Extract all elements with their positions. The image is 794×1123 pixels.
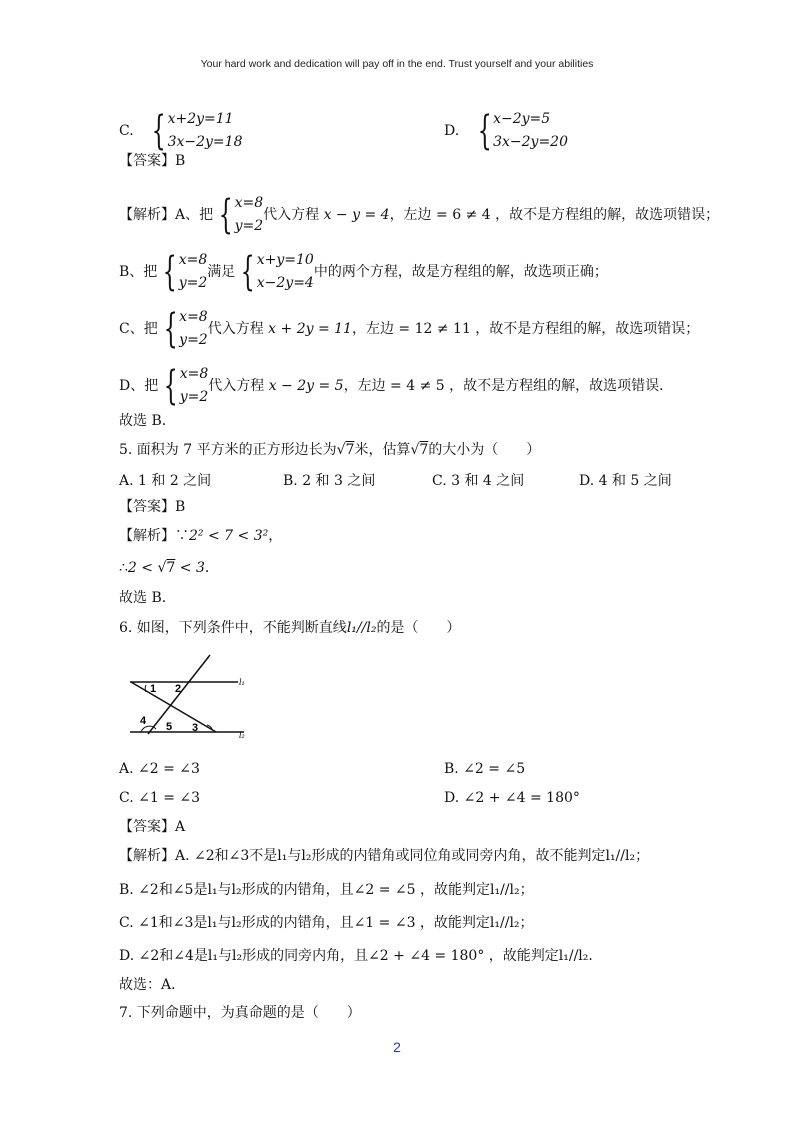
- angle-2-label: 2: [175, 683, 182, 695]
- q6-figure: [128, 652, 252, 742]
- q4-solution-d: D、把 { x=8 y=2 代入方程 x − 2y = 5，左边 = 4 ≠ 5 ，故不是方程组的解，故选项错误．: [119, 363, 674, 409]
- q5-solution-1: 【解析】∵2² < 7 < 3²，: [119, 528, 283, 544]
- q5-option-a: A. 1 和 2 之间: [119, 473, 212, 489]
- q6-conclusion: 故选：A．: [119, 977, 186, 993]
- q4-optc-eq2: 3x−2y=18: [167, 134, 243, 150]
- q6-solution-d: D. ∠2和∠4是l₁与l₂形成的同旁内角，且∠2 + ∠4 = 180° ，故能判定l₁//l₂．: [119, 948, 603, 964]
- angle-4-arc: [141, 726, 156, 732]
- page-header: Your hard work and dedication will pay off in the end. Trust yourself and your abilities: [200, 58, 594, 70]
- q5-option-c: C. 3 和 4 之间: [432, 473, 525, 489]
- q5-solution-2: ∴2 < √7 < 3．: [119, 560, 219, 576]
- q6-solution-b: B. ∠2和∠5是l₁与l₂形成的内错角，且∠2 = ∠5 ，故能判定l₁//l₂；: [119, 882, 534, 898]
- q6-stem: 6. 如图，下列条件中，不能判断直线l₁//l₂的是（ ）: [119, 620, 461, 636]
- angle-4-label: 4: [140, 715, 147, 727]
- angle-1-label: 1: [150, 683, 157, 695]
- q6-option-a: A. ∠2 = ∠3: [119, 761, 200, 777]
- q6-option-b: B. ∠2 = ∠5: [444, 761, 526, 777]
- page-number: 2: [393, 1039, 401, 1055]
- q5-option-b: B. 2 和 3 之间: [283, 473, 376, 489]
- q6-option-d: D. ∠2 + ∠4 = 180°: [444, 790, 580, 806]
- q4-optd-eq1: x−2y=5: [493, 111, 551, 127]
- l1-label: l₁: [239, 678, 245, 687]
- angle-1-arc: [145, 685, 146, 692]
- q4-option-c: C. { x+2y=11 3x−2y=18: [119, 108, 243, 154]
- q4-optd-eq2: 3x−2y=20: [493, 134, 568, 150]
- q5-option-d: D. 4 和 5 之间: [579, 473, 672, 489]
- q4-solution-a: 【解析】A、把 { x=8 y=2 代入方程 x − y = 4，左边 = 6 ≠ 4 ，故不是方程组的解，故选项错误；: [119, 192, 720, 238]
- q4-conclusion: 故选 B．: [119, 413, 176, 429]
- angle-3-label: 3: [192, 722, 199, 734]
- q5-stem: 5. 面积为 7 平方米的正方形边长为√7米，估算√7的大小为（ ）: [119, 442, 541, 458]
- q7-stem: 7. 下列命题中，为真命题的是（ ）: [119, 1005, 361, 1021]
- q6-solution-a: 【解析】A. ∠2和∠3不是l₁与l₂形成的内错角或同位角或同旁内角，故不能判定l₁//l₂；: [119, 848, 650, 864]
- q6-answer: 【答案】A: [119, 819, 186, 835]
- q4-solution-c: C、把 { x=8 y=2 代入方程 x + 2y = 11，左边 = 12 ≠ 11 ，故不是方程组的解，故选项错误；: [119, 306, 700, 352]
- q6-option-c: C. ∠1 = ∠3: [119, 790, 201, 806]
- q5-conclusion: 故选 B．: [119, 590, 176, 606]
- angle-5-label: 5: [166, 721, 173, 733]
- q4-option-d: D. { x−2y=5 3x−2y=20: [444, 108, 568, 154]
- l2-label: l₂: [239, 731, 245, 740]
- q6-solution-c: C. ∠1和∠3是l₁与l₂形成的内错角，且∠1 = ∠3 ，故能判定l₁//l₂；: [119, 915, 534, 931]
- q5-answer: 【答案】B: [119, 499, 186, 515]
- q4-solution-b: B、把 { x=8 y=2 满足 { x+y=10 x−2y=4 中的两个方程，故是方程组的解，故选项正确；: [119, 249, 608, 295]
- q4-optc-eq1: x+2y=11: [167, 111, 234, 127]
- q4-answer: 【答案】B: [119, 153, 186, 169]
